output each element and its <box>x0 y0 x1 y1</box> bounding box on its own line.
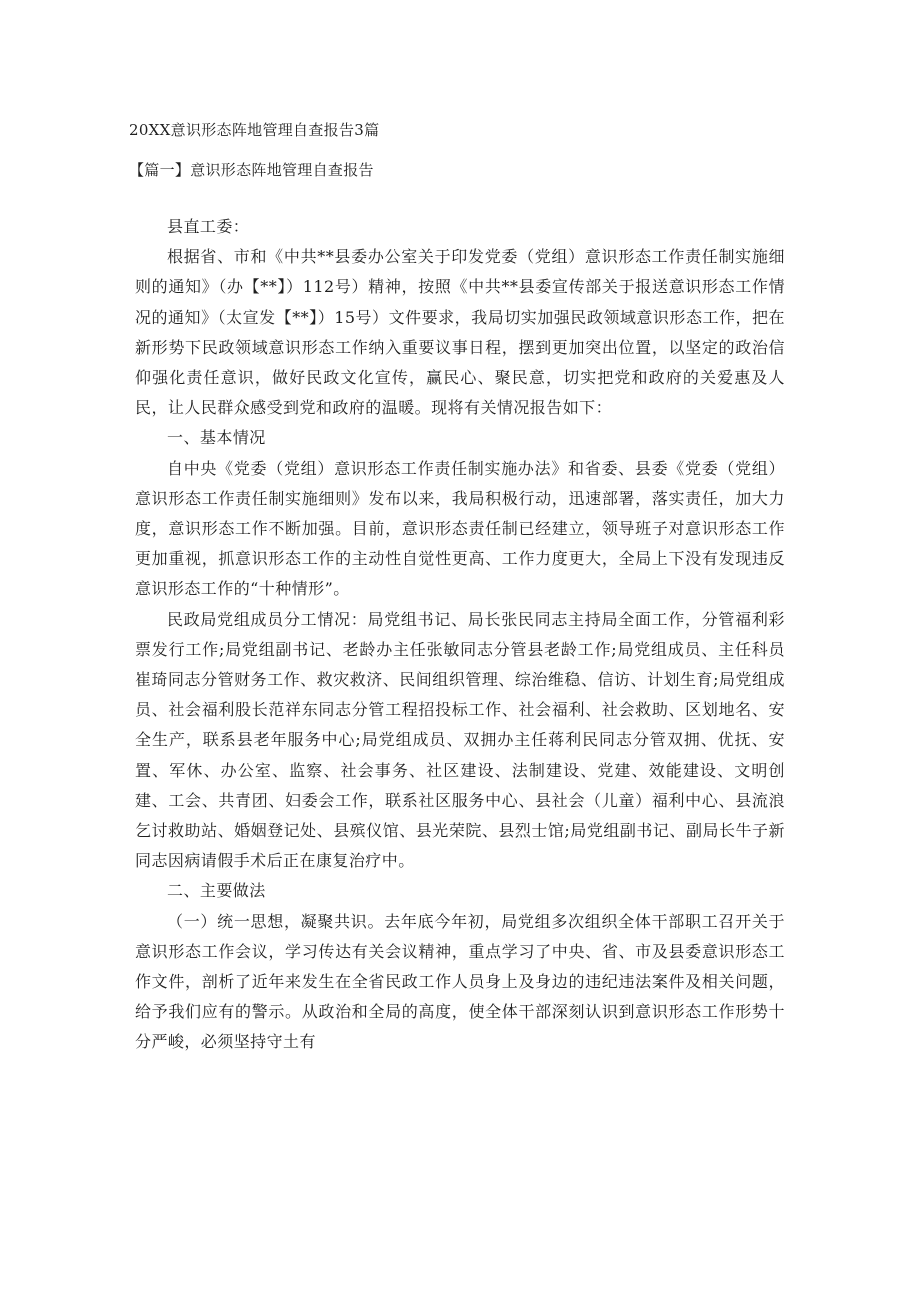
paragraph: 根据省、市和《中共**县委办公室关于印发党委（党组）意识形态工作责任制实施细则的通知》（办【**】）112号）精神，按照《中共**县委宣传部关于报送意识形态工作情况的通知》（太宣发【**】）15号）文件要求，我局切实加强民政领域意识形态工作，把在新形势下民政领域意识形态工作纳入重要议事日程，摆到更加突出位置，以坚定的政治信仰强化责任意识，做好民政文化宣传，赢民心、聚民意，切实把党和政府的关爱惠及人民，让人民群众感受到党和政府的温暖。现将有关情况报告如下： <box>135 247 785 418</box>
paragraph: 自中央《党委（党组）意识形态工作责任制实施办法》和省委、县委《党委（党组）意识形态工作责任制实施细则》发布以来，我局积极行动，迅速部署，落实责任，加大力度，意识形态工作不断加强。目前，意识形态责任制已经建立，领导班子对意识形态工作更加重视，抓意识形态工作的主动性自觉性更高、工作力度更大，全局上下没有发现违反意识形态工作的“十种情形”。 <box>135 458 785 599</box>
document-body <box>135 212 785 1058</box>
paragraph: 民政局党组成员分工情况：局党组书记、局长张民同志主持局全面工作，分管福利彩票发行工作;局党组副书记、老龄办主任张敏同志分管县老龄工作;局党组成员、主任科员崔琦同志分管财务工作、救灾救济、民间组织管理、综治维稳、信访、计划生育;局党组成员、社会福利股长范祥东同志分管工程招投标工作、社会福利、社会救助、区划地名、安全生产，联系县老年服务中心;局党组成员、双拥办主任蒋利民同志分管双拥、优抚、安置、军休、办公室、监察、社会事务、社区建设、法制建设、党建、效能建设、文明创建、工会、共青团、妇委会工作，联系社区服务中心、县社会（儿童）福利中心、县流浪乞讨救助站、婚姻登记处、县殡仪馆、县光荣院、县烈士馆;局党组副书记、副局长牛子新同志因病请假手术后正在康复治疗中。 <box>135 609 785 871</box>
salutation: 县直工委： <box>167 217 250 236</box>
heading-main-practices: 二、主要做法 <box>167 881 266 901</box>
section-title: 【篇一】意识形态阵地管理自查报告 <box>129 161 374 179</box>
document-title: 20XX意识形态阵地管理自查报告3篇 <box>129 121 380 139</box>
heading-basic-situation: 一、基本情况 <box>167 428 266 448</box>
paragraph: （一）统一思想，凝聚共识。去年底今年初，局党组多次组织全体干部职工召开关于意识形态工作会议，学习传达有关会议精神，重点学习了中央、省、市及县委意识形态工作文件，剖析了近年来发生在全省民政工作人员身上及身边的违纪违法案件及相关问题，给予我们应有的警示。从政治和全局的高度，使全体干部深刻认识到意识形态工作形势十分严峻，必须坚持守土有 <box>135 911 785 1052</box>
